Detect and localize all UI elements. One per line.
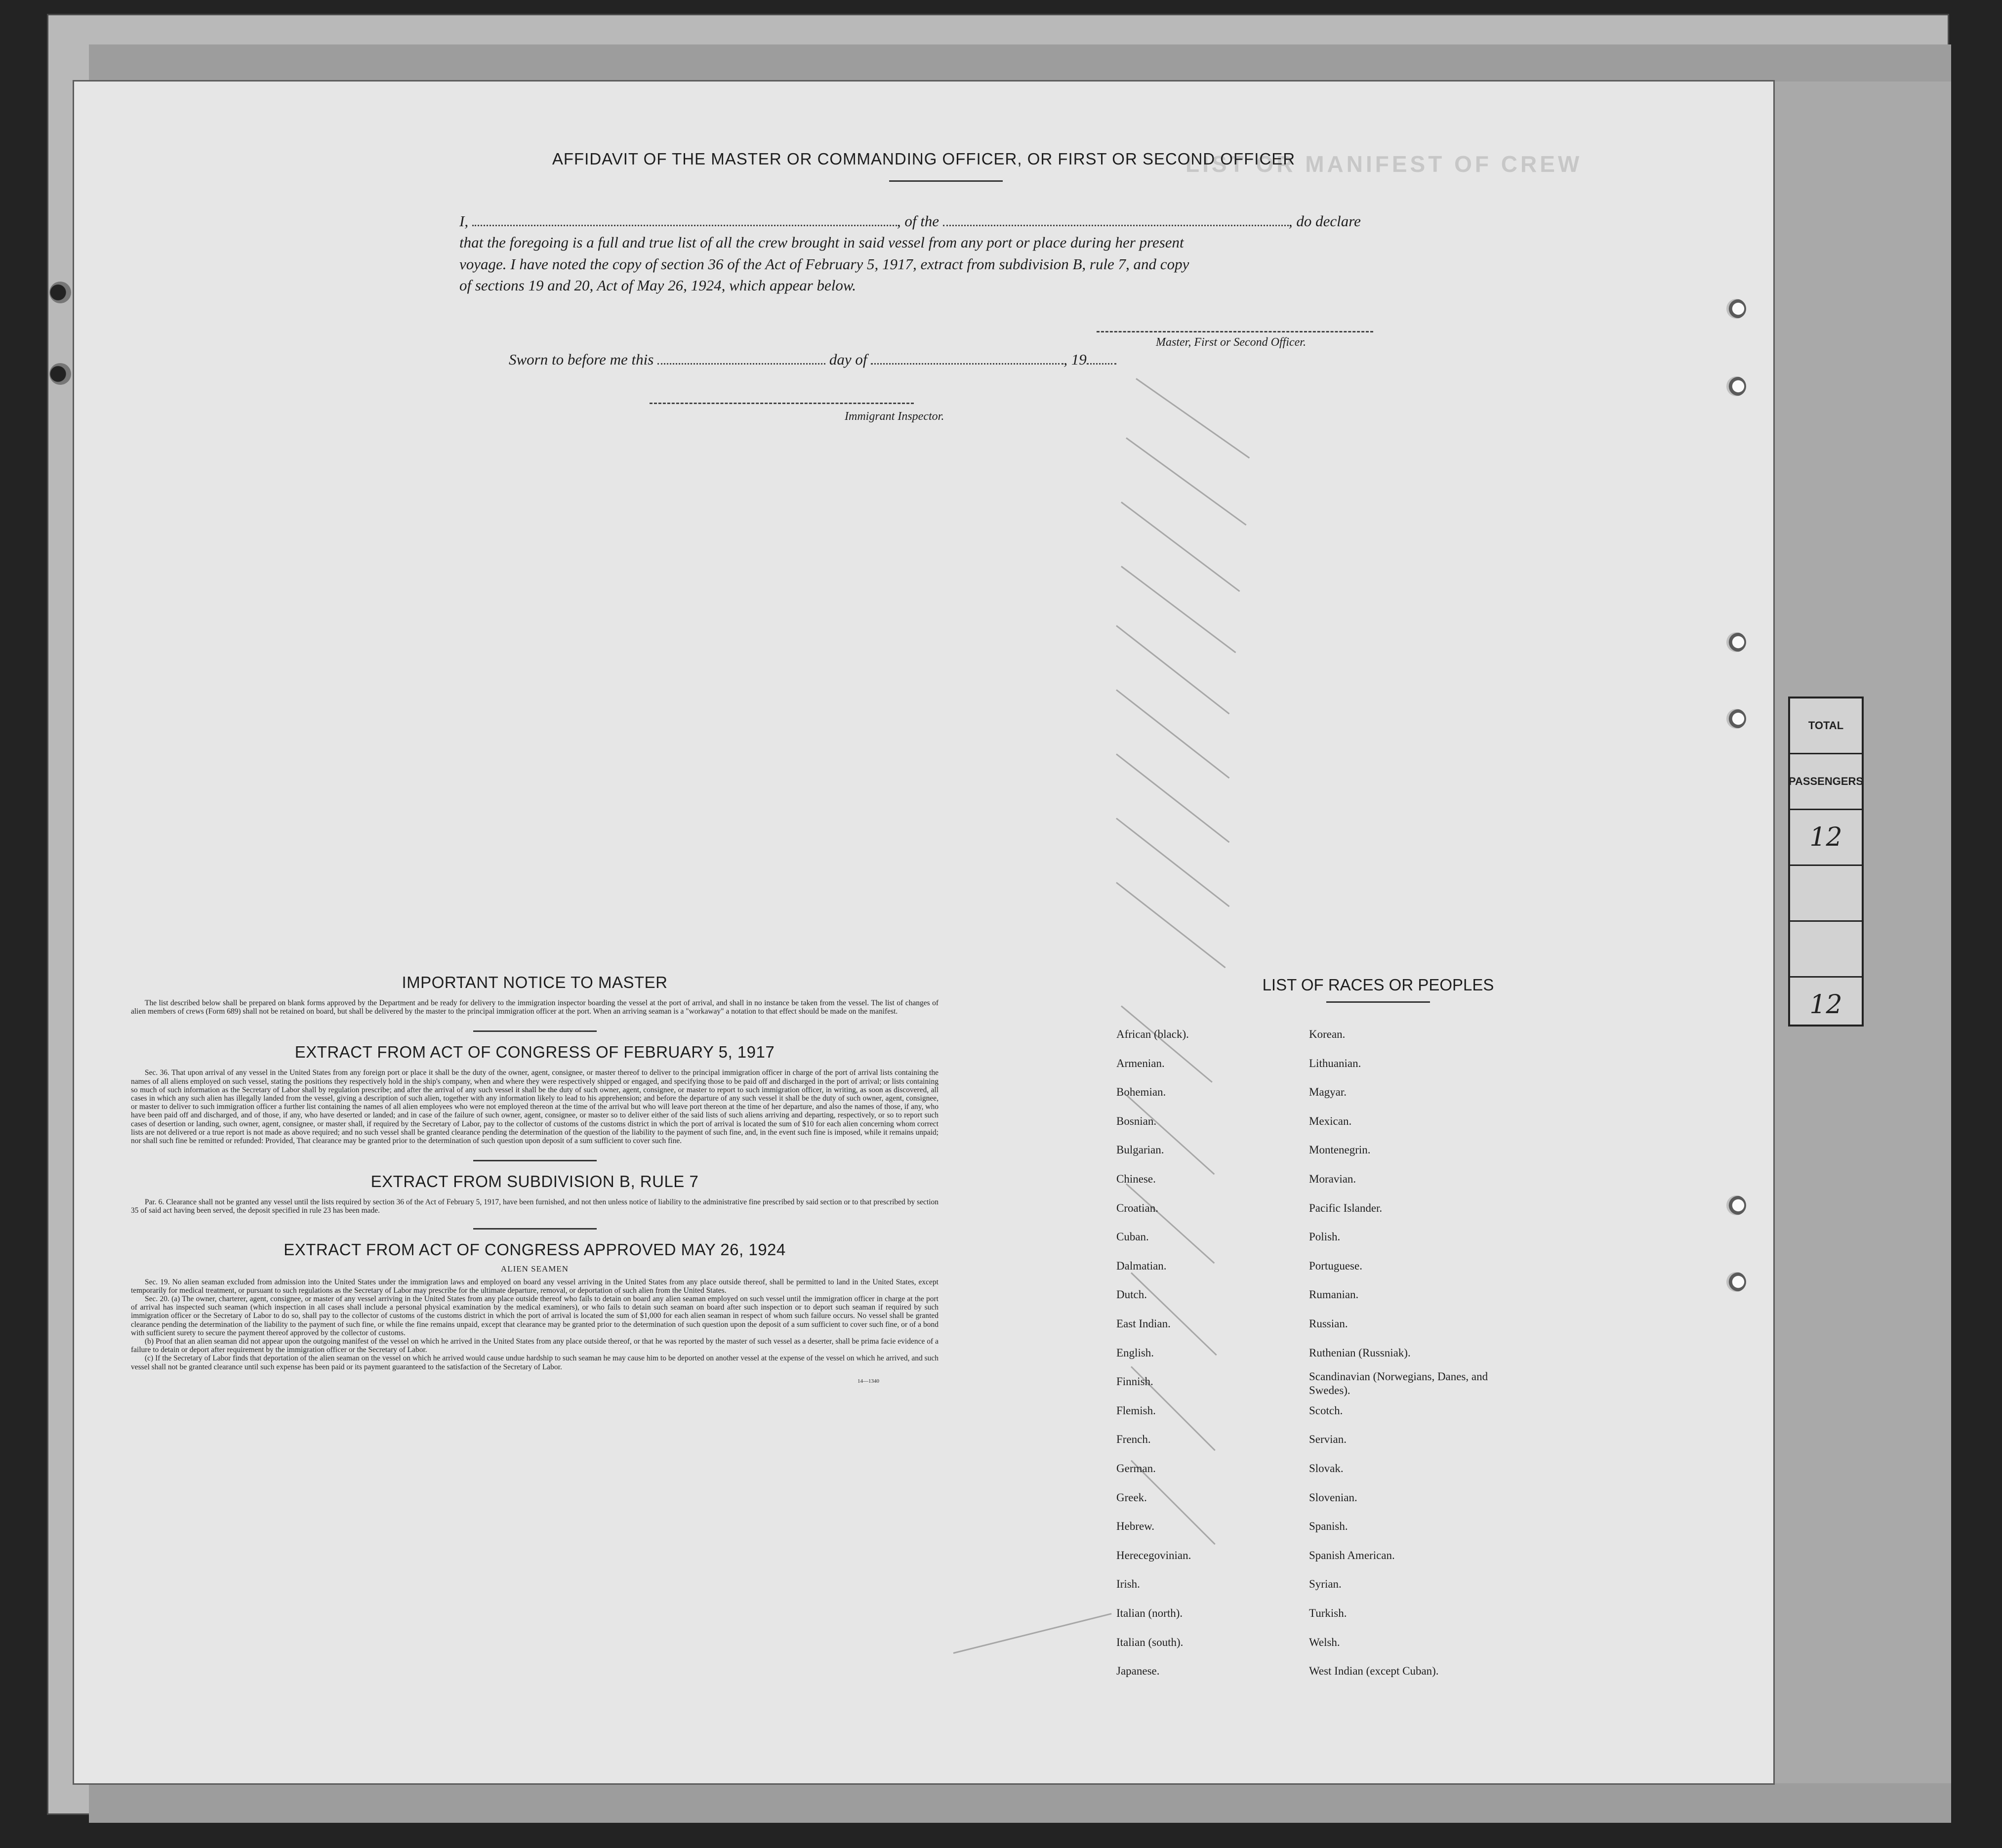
race-item: Italian (south). [1116, 1636, 1184, 1648]
section-rule [473, 1160, 597, 1161]
race-item: Armenian. [1116, 1057, 1165, 1069]
affidavit-i: I, [459, 212, 469, 230]
race-item: Magyar. [1309, 1086, 1347, 1098]
pencil-mark [1116, 753, 1229, 843]
form-number: 14—1340 [858, 1378, 879, 1384]
passengers-label: PASSENGERS [1790, 754, 1862, 810]
race-item: Hebrew. [1116, 1520, 1155, 1532]
race-item: Finnish. [1116, 1375, 1153, 1388]
race-item: African (black). [1116, 1028, 1189, 1040]
punch-hole-icon [1726, 376, 1746, 396]
year-blank [1087, 361, 1116, 365]
race-item: Slovak. [1309, 1462, 1344, 1475]
extract-1924-title: EXTRACT FROM ACT OF CONGRESS APPROVED MAY 26, 1924 [284, 1240, 786, 1259]
race-item: Herecegovinian. [1116, 1549, 1191, 1561]
race-item: Bulgarian. [1116, 1144, 1164, 1156]
pencil-mark [1121, 566, 1236, 653]
race-item: Moravian. [1309, 1173, 1356, 1185]
sec-20c-text: (c) If the Secretary of Labor finds that deportation of the alien seaman on the vessel on which he arrived would cause undue hardship to such seaman he may cause him to be deported on another vessel at the expense of the vessel on which he arrived, and such vessel shall not be granted clearance until such expense has been paid or its payment guaranteed to the satisfaction of the Secretary of Labor. [131, 1354, 939, 1371]
race-item: Polish. [1309, 1231, 1341, 1243]
race-item: German. [1116, 1462, 1156, 1475]
extract-1917-title: EXTRACT FROM ACT OF CONGRESS OF FEBRUARY 5, 1917 [294, 1043, 775, 1062]
sworn-line [509, 351, 1116, 369]
alien-seamen-subtitle: ALIEN SEAMEN [500, 1264, 569, 1273]
extract-rule7-text: Par. 6. Clearance shall not be granted any vessel until the lists required by section 36 of the Act of February 5, 1917, have been furnished, and not then unless notice of liability to the administrative fine prescribed by said section or to that prescribed by section 35 of said act having been served, the deposit specified in rule 23 has been made. [131, 1198, 939, 1215]
races-rule [1326, 1001, 1430, 1003]
total-value-1: 12 [1790, 810, 1862, 866]
race-item: Chinese. [1116, 1173, 1156, 1185]
pencil-mark [1131, 1272, 1217, 1355]
punch-hole-icon [1726, 709, 1746, 729]
total-value-2: 12 [1809, 990, 1842, 1020]
binder-hole-icon [49, 363, 71, 385]
pencil-mark [1116, 818, 1229, 907]
race-item: Syrian. [1309, 1578, 1342, 1590]
race-item: Ruthenian (Russniak). [1309, 1347, 1411, 1359]
race-item: Turkish. [1309, 1607, 1347, 1619]
race-item: English. [1116, 1347, 1154, 1359]
race-item: Montenegrin. [1309, 1144, 1371, 1156]
pencil-mark [1116, 625, 1229, 714]
race-item: Flemish. [1116, 1404, 1156, 1417]
affidavit-line-3: voyage. I have noted the copy of section 36 of the Act of February 5, 1917, extract from subdivision B, rule 7, and copy [459, 255, 1189, 273]
race-item: Servian. [1309, 1433, 1347, 1445]
tab-cell-blank-2 [1790, 922, 1862, 978]
pencil-mark [1126, 1094, 1215, 1175]
bleed-through-text: LIST OR MANIFEST OF CREW [1185, 151, 1583, 177]
pencil-mark [1116, 882, 1226, 968]
punch-hole-icon [1726, 299, 1746, 319]
pencil-mark [1116, 689, 1229, 779]
extract-1917-text: Sec. 36. That upon arrival of any vessel in the United States from any foreign port or place it shall be the duty of the owner, agent, consignee, or master thereof to deliver to the principal immigration officer in charge of the port of arrival lists containing the names of all aliens employed on such vessel, stating the positions they respectively hold in the ship's company, when and where they were respectively shipped or engaged, and specifying those to be paid off and discharged in the port of arrival; or lists containing so much of such information as the Secretary of Labor shall by regulation prescribe; and after the arrival of any such vessel it shall be the duty of such owner, agent, consignee, or master to report to such immigration officer, in writing, as soon as discovered, all cases in which any such alien has illegally landed from the vessel, giving a description of such alien, together with any information likely to lead to his apprehension; and before the departure of any such vessel it shall be the duty of such owner, agent, consignee, or master to deliver to such immigration officer a further list containing the names of all alien employees who were not employed thereon at the time of the arrival but who will leave port thereon at the time of her departure, and also the names of those, if any, who have been paid off and discharged, and of those, if any, who have deserted or landed; and in case of the failure of such owner, agent, consignee, or master so to deliver either of the said lists of such aliens arriving and departing, respectively, or so to report such cases of desertion or landing, such owner, agent, consignee, or master shall, if required by the Secretary of Labor, pay to the collector of customs of the customs district in which the port of arrival is located the sum of $10 for each alien concerning whom correct lists are not delivered or a true report is not made as above required; and no such vessel shall be granted clearance pending the determination of the question of the liability to the payment of such fine, and, in the event such fine is imposed, while it remains unpaid; nor shall such fine be remitted or refunded: Provided, That clearance may be granted prior to the determination of such question upon deposit of a sum sufficient to cover such fine. [131, 1068, 939, 1146]
signature-scribble [953, 1613, 1112, 1654]
extract-rule7-title: EXTRACT FROM SUBDIVISION B, RULE 7 [370, 1172, 699, 1191]
race-item: Bosnian. [1116, 1115, 1157, 1127]
affidavit-title: AFFIDAVIT OF THE MASTER OR COMMANDING OFFICER, OR FIRST OR SECOND OFFICER [552, 150, 1296, 168]
sworn-text: Sworn to before me this [509, 351, 654, 368]
races-title: LIST OF RACES OR PEOPLES [1262, 976, 1494, 994]
race-item: Lithuanian. [1309, 1057, 1361, 1069]
affidavit-line-1 [459, 212, 1361, 230]
race-item: Irish. [1116, 1578, 1140, 1590]
race-item: Korean. [1309, 1028, 1346, 1040]
sec-20a-text: Sec. 20. (a) The owner, charterer, agent, consignee, or master of any vessel arriving in the United States from any place outside thereof who fails to detain on board any alien seaman employed on such vessel until the immigration officer in charge at the port of arrival has inspected such seaman (which inspection in all cases shall include a personal physical examination by the medical examiners), or who fails to detain such seaman on board after such inspection or to deport such seaman if required by such immigration officer or the Secretary of Labor to do so, shall pay to the collector of customs of the customs district in which the port of arrival is located the sum of $1,000 for each alien seaman in respect of whom such failure occurs. No vessel shall be granted clearance pending the determination of the liability to the payment of such fine, or while the fine remains unpaid, except that clearance may be granted prior to the determination of such question upon the deposit of a sum sufficient to cover such fine, or of a bond with sufficient surety to secure the payment thereof approved by the collector of customs. [131, 1295, 939, 1337]
notices-column [131, 973, 939, 1390]
race-item: Scotch. [1309, 1404, 1343, 1417]
race-item: East Indian. [1116, 1317, 1171, 1330]
inspector-signature-line [650, 403, 914, 404]
pencil-mark [1126, 437, 1246, 526]
punch-hole-icon [1726, 1272, 1746, 1292]
race-item: Croatian. [1116, 1202, 1158, 1214]
pencil-mark [1126, 1183, 1215, 1264]
sec-19-text: Sec. 19. No alien seaman excluded from admission into the United States under the immigration laws and employed on board any vessel arriving in the United States from any place outside thereof, shall be permitted to land in the United States, except temporarily for medical treatment, or pursuant to such regulations as the Secretary of Labor may prescribe for the ultimate departure, removal, or deportation of such alien from the United States. [131, 1277, 939, 1295]
race-item: Dalmatian. [1116, 1260, 1167, 1272]
sec-20b-text: (b) Proof that an alien seaman did not appear upon the outgoing manifest of the vessel on which he arrived in the United States from any place outside thereof, or that he was reported by the master of such vessel as a deserter, shall be prima facie evidence of a failure to detain or deport after requirement by the immigration officer or the Secretary of Labor. [131, 1337, 939, 1355]
day-blank [657, 361, 825, 365]
race-item: Cuban. [1116, 1231, 1149, 1243]
master-caption: Master, First or Second Officer. [1156, 336, 1306, 349]
year-prefix: , 19 [1063, 351, 1087, 368]
race-item: Japanese. [1116, 1665, 1160, 1677]
race-item: Greek. [1116, 1491, 1147, 1504]
affidavit-line-4: of sections 19 and 20, Act of May 26, 1924, which appear below. [459, 277, 857, 294]
race-item: Bohemian. [1116, 1086, 1166, 1098]
total-label: TOTAL [1790, 698, 1862, 754]
section-rule [473, 1030, 597, 1032]
race-item: Scandinavian (Norwegians, Danes, and Swedes). [1309, 1370, 1488, 1396]
section-rule [473, 1228, 597, 1230]
punch-hole-icon [1726, 1195, 1746, 1215]
notice-title: IMPORTANT NOTICE TO MASTER [402, 973, 668, 991]
total-passengers-tab [1788, 697, 1864, 1027]
race-item: Italian (north). [1116, 1607, 1183, 1619]
affidavit-of-the: , of the [897, 212, 940, 230]
race-item: Russian. [1309, 1317, 1348, 1330]
race-item: Portuguese. [1309, 1260, 1362, 1272]
race-item: Welsh. [1309, 1636, 1340, 1648]
race-item: Dutch. [1116, 1288, 1147, 1301]
pencil-mark [1136, 378, 1250, 458]
affidavit-do-declare: , do declare [1288, 212, 1361, 230]
race-item: Slovenian. [1309, 1491, 1357, 1504]
affidavit-line-2: that the foregoing is a full and true list of all the crew brought in said vessel from any port or place during her present [459, 234, 1184, 251]
race-item: French. [1116, 1433, 1151, 1445]
month-blank [871, 361, 1063, 365]
tab-cell-blank-1 [1790, 866, 1862, 922]
crew-manifest-back-page [74, 82, 1773, 1783]
master-signature-line [1097, 331, 1373, 332]
vessel-blank [943, 223, 1289, 226]
race-item: Spanish American. [1309, 1549, 1395, 1561]
race-item: Spanish. [1309, 1520, 1348, 1532]
day-of-text: day of [829, 351, 867, 368]
binder-hole-icon [49, 282, 71, 303]
race-item: West Indian (except Cuban). [1309, 1665, 1439, 1677]
race-item: Mexican. [1309, 1115, 1352, 1127]
notice-text: The list described below shall be prepared on blank forms approved by the Department and be ready for delivery to the immigration inspector boarding the vessel at the port of arrival, and shall in no instance be taken from the vessel. The list of changes of alien members of crews (Form 689) shall not be retained on board, but shall be delivered by the master to the principal immigration officer at the port. When an arriving seaman is a "workaway" a notation to that effect should be made on the manifest. [131, 999, 939, 1016]
inspector-caption: Immigrant Inspector. [845, 410, 944, 423]
race-item: Rumanian. [1309, 1288, 1359, 1301]
title-rule [889, 180, 1003, 182]
pencil-mark [1121, 1005, 1213, 1083]
name-blank [472, 223, 897, 226]
race-item: Pacific Islander. [1309, 1202, 1383, 1214]
punch-hole-icon [1726, 632, 1746, 652]
